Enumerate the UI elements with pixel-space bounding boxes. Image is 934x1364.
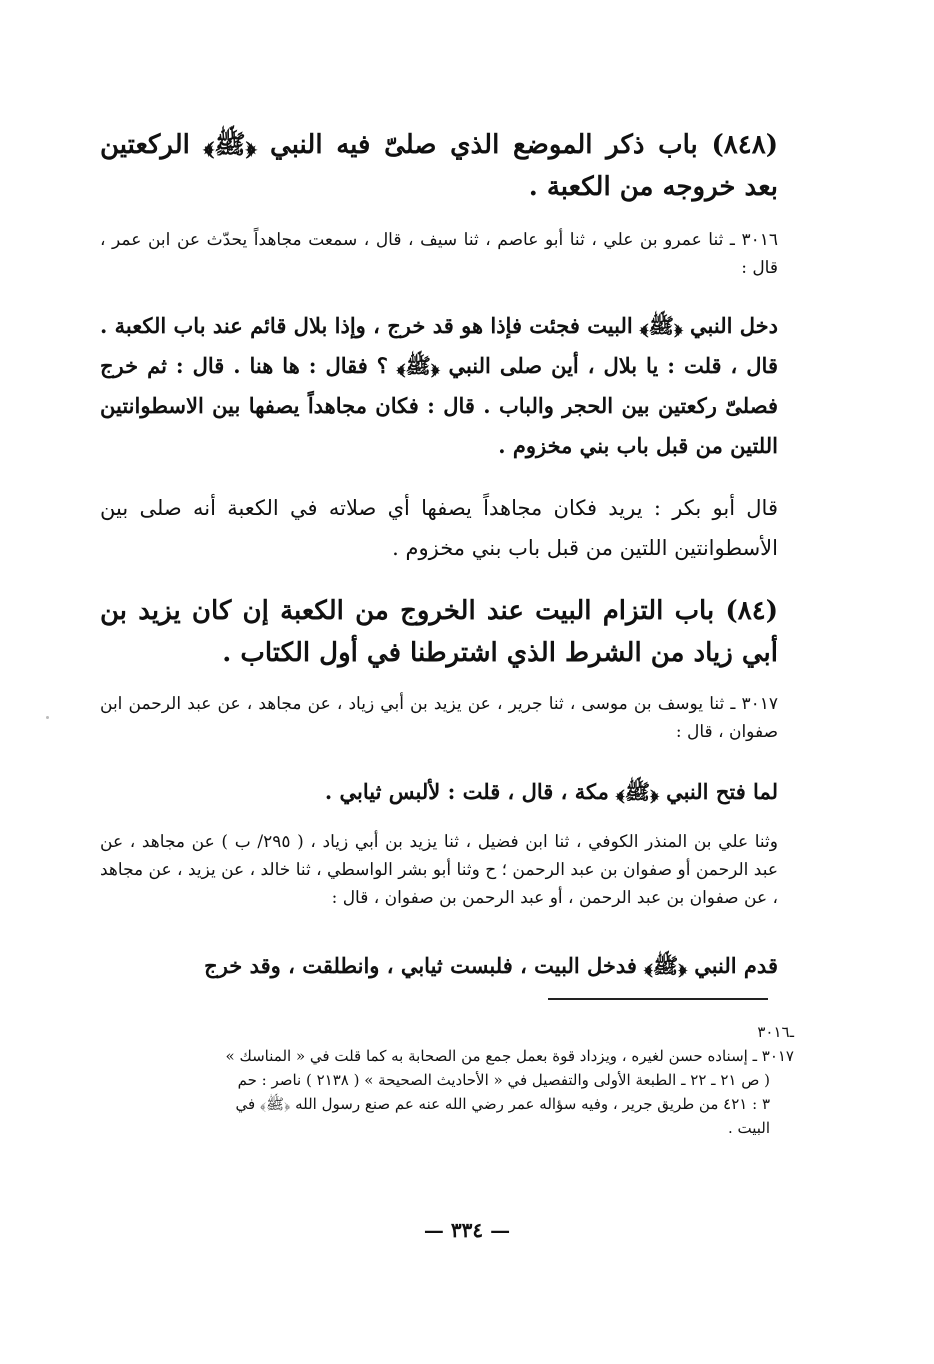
- matn-3017-first: لما فتح النبي ﴿ﷺ﴾ مكة ، قال ، قلت : لألبس ثيابي .: [324, 779, 778, 804]
- footnote-3017-cont-1: ( ص ٢١ ـ ٢٢ ـ الطبعة الأولى والتفصيل في « الأحاديث الصحيحة » ( ٢١٣٨ ) ناصر : حم: [237, 1071, 770, 1089]
- isnad-3016: ٣٠١٦ ـ ثنا عمرو بن علي ، ثنا أبو عاصم ، ثنا سيف ، قال ، سمعت مجاهداً يحدّث عن ابن عمر ، قال :: [100, 230, 778, 278]
- footnote-3017: ٣٠١٧ ـ إسناده حسن لغيره ، ويزداد قوة بعمل جمع من الصحابة به كما قلت في « المناسك »: [225, 1047, 794, 1065]
- footnote-3017-cont-2: ٣ : ٤٢١ من طريق جرير ، وفيه سؤاله عمر رضي الله عنه عم صنع رسول الله ﴿ﷺ﴾ في: [235, 1095, 770, 1113]
- isnad-3017: ٣٠١٧ ـ ثنا يوسف بن موسى ، ثنا جرير ، عن يزيد بن أبي زياد ، عن مجاهد ، عن عبد الرحمن ابن صفوان ، قال :: [100, 694, 778, 742]
- footnote-3017-cont-3: البيت .: [727, 1119, 770, 1137]
- matn-3017-second: قدم النبي ﴿ﷺ﴾ فدخل البيت ، فلبست ثيابي ، وانطلقت ، وقد خرج: [204, 953, 778, 978]
- footnote-3016: ـ٣٠١٦: [757, 1023, 794, 1041]
- footnotes: [108, 1020, 794, 1140]
- page-number: — ٣٣٤ —: [423, 1218, 511, 1242]
- abu-bakr-comment: قال أبو بكر : يريد فكان مجاهداً يصفها أي صلاته في الكعبة أنه صلى بين الأسطوانتين اللتين من قبل باب بني مخزوم .: [100, 496, 778, 560]
- matn-3016: دخل النبي ﴿ﷺ﴾ البيت فجئت فإذا هو قد خرج ، وإذا بلال قائم عند باب الكعبة . قال ، قلت : يا بلال ، أين صلى النبي ﴿ﷺ﴾ ؟ فقال : ها هنا . قال : ثم خرج فصلىّ ركعتين بين الحجر والباب . قال : فكان مجاهداً يصفها بين الاسطوانتين اللتين من قبل باب بني مخزوم .: [100, 313, 778, 458]
- isnad-3017-second: وثنا علي بن المنذر الكوفي ، ثنا ابن فضيل ، ثنا يزيد بن أبي زياد ، ( ٢٩٥/ ب ) عن مجاهد ، عن عبد الرحمن أو صفوان بن عبد الرحمن ؛ ح وثنا أبو بشر الواسطي ، ثنا خالد ، عن يزيد ، عن مجاهد ، عن صفوان بن عبد الرحمن ، أو عبد الرحمن بن صفوان ، قال :: [100, 832, 778, 908]
- chapter-heading-848: (٨٤٨) باب ذكر الموضع الذي صلىّ فيه النبي ﴿ﷺ﴾ الركعتين بعد خروجه من الكعبة .: [100, 130, 778, 202]
- footnote-divider: [548, 998, 768, 1000]
- chapter-heading-84: (٨٤) باب التزام البيت عند الخروج من الكعبة إن كان يزيد بن أبي زياد من الشرط الذي اشترطنا في أول الكتاب .: [100, 596, 778, 668]
- scan-speck: [46, 716, 49, 719]
